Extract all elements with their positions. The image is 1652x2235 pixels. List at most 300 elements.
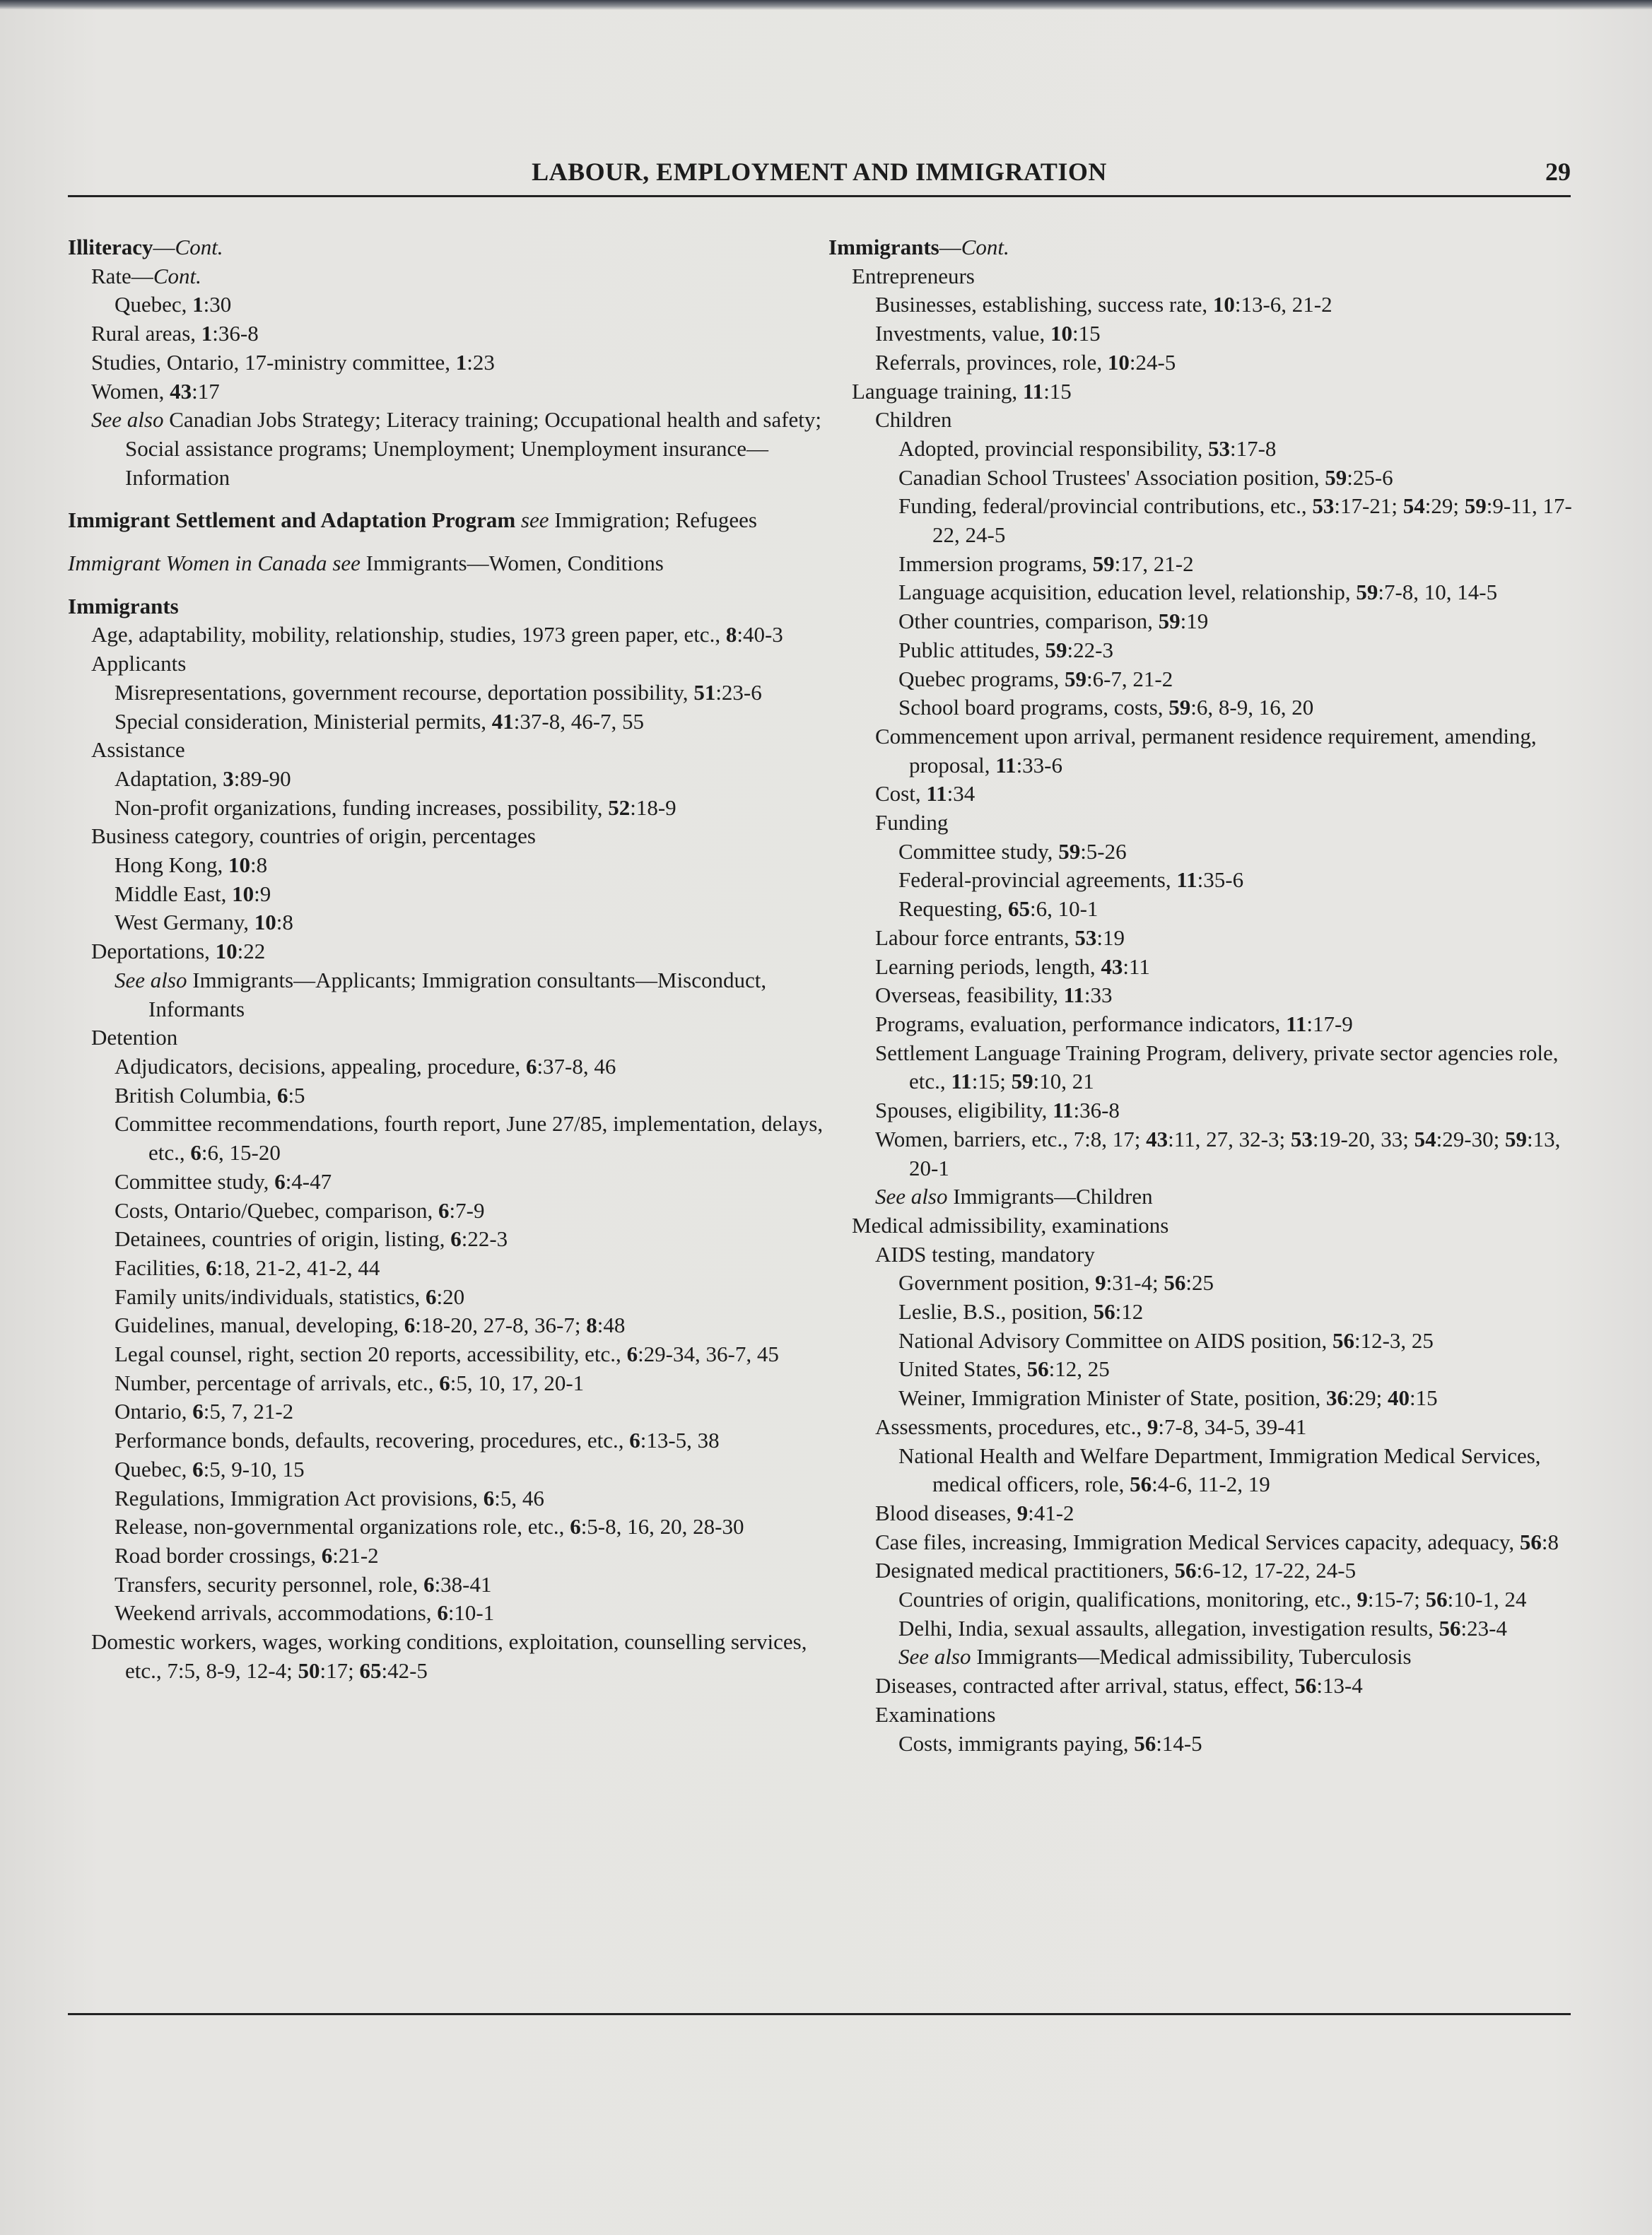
volume-number: 6 (276, 1082, 288, 1108)
entry-text: Women, (91, 378, 170, 404)
volume-number: 6 (274, 1168, 286, 1194)
index-entry (828, 809, 1578, 838)
entry-text: Children (875, 407, 952, 433)
index-entry (68, 1197, 828, 1226)
entry-text: :8 (250, 852, 268, 878)
index-entry (828, 693, 1578, 722)
index-entry (68, 765, 828, 794)
entry-text: :12-3, 25 (1354, 1327, 1434, 1353)
entry-text: Studies, Ontario, 17-ministry committee, (91, 349, 456, 375)
index-entry (68, 1513, 828, 1542)
entry-text: Quebec programs, (898, 666, 1065, 691)
volume-number: 10 (254, 910, 276, 935)
volume-number: 11 (926, 781, 947, 806)
running-title: LABOUR, EMPLOYMENT AND IMMIGRATION (532, 158, 1107, 186)
index-entry (68, 291, 828, 319)
index-entry (828, 319, 1578, 348)
entry-text: Deportations, (91, 939, 216, 964)
index-entry (828, 1298, 1578, 1327)
index-entry (828, 1327, 1578, 1356)
entry-text: :41-2 (1028, 1500, 1074, 1525)
entry-text: Referrals, provinces, role, (875, 349, 1108, 375)
entry-text: :33 (1084, 982, 1113, 1008)
entry-text: Weiner, Immigration Minister of State, position, (898, 1385, 1326, 1411)
entry-text: Labour force entrants, (875, 925, 1075, 950)
volume-number: 6 (192, 1456, 204, 1482)
entry-text: :25-6 (1347, 464, 1393, 490)
volume-number: 11 (1053, 1098, 1074, 1123)
index-entry (828, 1240, 1578, 1269)
entry-text: Adjudicators, decisions, appealing, procedure, (115, 1053, 526, 1079)
entry-text: :12 (1115, 1299, 1144, 1325)
index-entry (68, 1283, 828, 1312)
entry-text: Quebec, (115, 292, 193, 317)
index-entry (68, 262, 828, 291)
entry-text: Regulations, Immigration Act provisions, (115, 1485, 484, 1510)
index-entry (828, 1269, 1578, 1298)
volume-number: 53 (1074, 925, 1097, 950)
index-entry (828, 1355, 1578, 1384)
entry-text: :18-9 (630, 794, 676, 820)
index-entry (828, 348, 1578, 377)
entry-text: Other countries, comparison, (898, 609, 1159, 634)
entry-text: :17-9 (1306, 1011, 1353, 1036)
entry-text: Immigrants—Applicants; Immigration consultants—Misconduct, Informants (148, 967, 767, 1021)
entry-text (515, 508, 521, 532)
entry-text: :5-26 (1080, 838, 1127, 864)
entry-text: Examinations (875, 1701, 996, 1727)
entry-text: Hong Kong, (115, 852, 229, 878)
index-entry (68, 1369, 828, 1398)
entry-text: Case files, increasing, Immigration Medical Services capacity, adequacy, (875, 1529, 1520, 1554)
entry-text: Assistance (91, 737, 185, 763)
entry-text: Committee study, (115, 1168, 275, 1194)
entry-text: :15 (1409, 1385, 1438, 1411)
index-entry (828, 924, 1578, 953)
entry-text: :6, 15-20 (201, 1140, 281, 1166)
entry-text: :10, 21 (1033, 1069, 1094, 1094)
entry-text: Non-profit organizations, funding increases, possibility, (115, 794, 609, 820)
entry-text: Settlement Language Training Program, delivery, private sector agencies role, etc., (875, 1040, 1559, 1094)
entry-text: :11 (1123, 954, 1150, 979)
header-rule (68, 195, 1571, 197)
index-entry (68, 1455, 828, 1484)
entry-text: Transfers, security personnel, role, (115, 1571, 424, 1597)
volume-number: 6 (437, 1600, 448, 1626)
volume-number: Illiteracy (68, 235, 153, 259)
index-entry (68, 1311, 828, 1340)
entry-text: :4-47 (285, 1168, 332, 1194)
index-entry (828, 607, 1578, 636)
index-column-left (68, 233, 828, 1685)
volume-number: 56 (1425, 1587, 1448, 1612)
entry-text: Committee recommendations, fourth report, June 27/85, implementation, delays, etc., (115, 1111, 824, 1166)
entry-text: Special consideration, Ministerial permits, (115, 708, 492, 734)
entry-text: :22-3 (1067, 637, 1113, 662)
volume-number: 1 (455, 349, 467, 375)
index-entry (828, 406, 1578, 435)
index-entry (828, 1614, 1578, 1643)
entry-text: :5, 10, 17, 20-1 (450, 1370, 585, 1395)
volume-number: 6 (190, 1140, 201, 1166)
volume-number: 59 (1058, 838, 1081, 864)
entry-text: Blood diseases, (875, 1500, 1017, 1525)
entry-text: :25 (1185, 1270, 1214, 1296)
entry-text: Investments, value, (875, 321, 1050, 346)
entry-text: Funding (875, 810, 949, 835)
index-entry (828, 1212, 1578, 1240)
volume-number: 59 (1092, 551, 1115, 576)
entry-text: :8 (276, 910, 293, 935)
volume-number: 51 (693, 679, 716, 705)
index-entry (68, 1340, 828, 1369)
entry-text: Costs, Ontario/Quebec, comparison, (115, 1197, 439, 1223)
index-entry (828, 464, 1578, 493)
volume-number: 59 (1168, 695, 1191, 720)
entry-text: Overseas, feasibility, (875, 982, 1064, 1008)
entry-text: Adaptation, (115, 765, 223, 791)
index-entry (828, 1384, 1578, 1413)
entry-text: :15 (1043, 378, 1072, 404)
entry-text: :9 (254, 881, 271, 906)
index-entry (828, 895, 1578, 924)
entry-text: :4-6, 11-2, 19 (1152, 1472, 1270, 1497)
index-entry (828, 435, 1578, 464)
index-entry (68, 794, 828, 823)
entry-text: :7-8, 10, 14-5 (1378, 580, 1498, 605)
entry-text: Adopted, provincial responsibility, (898, 435, 1208, 461)
index-entry (68, 880, 828, 909)
entry-text: Government position, (898, 1270, 1096, 1296)
index-entry (828, 262, 1578, 291)
entry-text: :17 (192, 378, 220, 404)
entry-text: :33-6 (1016, 752, 1062, 778)
volume-number: 11 (995, 752, 1017, 778)
index-entry (68, 1110, 828, 1167)
entry-text: Rate— (91, 263, 153, 288)
volume-number: 59 (1356, 580, 1378, 605)
index-entry (828, 1442, 1578, 1499)
volume-number: 59 (1504, 1126, 1527, 1151)
volume-number: 56 (1519, 1529, 1542, 1554)
volume-number: 11 (1063, 982, 1084, 1008)
index-entry (828, 1556, 1578, 1585)
volume-number: 8 (586, 1313, 597, 1338)
page-header (68, 157, 1571, 194)
entry-text: Costs, immigrants paying, (898, 1730, 1135, 1756)
entry-text: Domestic workers, wages, working conditions, exploitation, counselling services, etc., 7:5, 8-9, 12-4; (91, 1629, 807, 1683)
volume-number: 11 (1022, 378, 1044, 404)
entry-text: :5 (288, 1082, 305, 1108)
index-entry (68, 822, 828, 851)
volume-number: 1 (201, 321, 213, 346)
entry-text: :14-5 (1156, 1730, 1202, 1756)
index-entry (68, 319, 828, 348)
volume-number: 36 (1325, 1385, 1348, 1411)
entry-text: :19 (1180, 609, 1209, 634)
entry-text: :6-12, 17-22, 24-5 (1196, 1558, 1357, 1583)
volume-number: 54 (1414, 1126, 1436, 1151)
entry-text: Rural areas, (91, 321, 201, 346)
entry-text: Countries of origin, qualifications, monitoring, etc., (898, 1587, 1357, 1612)
index-entry (68, 1397, 828, 1426)
index-entry (68, 1542, 828, 1571)
volume-number: 10 (215, 939, 238, 964)
index-entry (68, 1571, 828, 1600)
volume-number: 6 (626, 1342, 638, 1367)
index-entry (68, 1081, 828, 1110)
index-heading (68, 233, 828, 262)
entry-text: Release, non-governmental organizations role, etc., (115, 1514, 570, 1539)
entry-text: :13-4 (1316, 1673, 1363, 1699)
entry-text: :89-90 (233, 765, 291, 791)
volume-number: 53 (1290, 1126, 1313, 1151)
volume-number: 65 (1008, 896, 1030, 922)
index-entry (828, 722, 1578, 780)
entry-text: Assessments, procedures, etc., (875, 1414, 1147, 1439)
index-entry (828, 636, 1578, 665)
volume-number: 43 (1101, 954, 1123, 979)
volume-number: Immigrant Settlement and Adaptation Program (68, 508, 516, 533)
entry-text: Middle East, (115, 881, 233, 906)
volume-number: 59 (1464, 493, 1487, 519)
volume-number: 65 (359, 1658, 382, 1683)
italic-text: See also (91, 407, 164, 433)
page-number: 29 (1545, 158, 1571, 186)
entry-text: Road border crossings, (115, 1542, 322, 1568)
entry-text: Guidelines, manual, developing, (115, 1313, 404, 1338)
volume-number: 53 (1207, 435, 1230, 461)
volume-number: 9 (1357, 1587, 1368, 1612)
volume-number: 56 (1164, 1270, 1186, 1296)
entry-text: Canadian Jobs Strategy; Literacy training; Occupational health and safety; Social assistance programs; Unemployment; Unemployment insurance—Information (125, 407, 822, 490)
volume-number: 59 (1045, 637, 1067, 662)
volume-number: 6 (321, 1542, 333, 1568)
entry-text: Legal counsel, right, section 20 reports, accessibility, etc., (115, 1342, 627, 1367)
index-entry (828, 1039, 1578, 1096)
entry-text: :30 (203, 292, 232, 317)
index-entry (68, 1052, 828, 1081)
volume-number: 56 (1093, 1299, 1115, 1325)
volume-number: 56 (1174, 1558, 1197, 1583)
entry-text: Learning periods, length, (875, 954, 1101, 979)
volume-number: 43 (1146, 1126, 1168, 1151)
volume-number: 6 (404, 1313, 416, 1338)
index-entry (828, 1730, 1578, 1759)
index-entry (828, 780, 1578, 809)
entry-text: — (153, 235, 175, 259)
entry-text: :48 (597, 1313, 626, 1338)
index-heading (68, 592, 828, 621)
entry-text: West Germany, (115, 910, 254, 935)
entry-text: :31-4; (1106, 1270, 1164, 1296)
entry-text: :29; (1424, 493, 1465, 519)
volume-number: 40 (1387, 1385, 1410, 1411)
entry-text: Weekend arrivals, accommodations, (115, 1600, 438, 1626)
volume-number: 52 (608, 794, 631, 820)
entry-text: :6, 8-9, 16, 20 (1190, 695, 1314, 720)
entry-text: :40-3 (737, 622, 783, 647)
entry-text: Canadian School Trustees' Association position, (898, 464, 1325, 490)
entry-text: Immigration; Refugees (549, 508, 757, 533)
index-entry (828, 550, 1578, 579)
volume-number: 50 (298, 1658, 320, 1683)
index-entry (68, 708, 828, 737)
italic-text: See also (115, 967, 187, 992)
index-heading (68, 506, 828, 535)
entry-text: Number, percentage of arrivals, etc., (115, 1370, 440, 1395)
index-entry (68, 621, 828, 650)
entry-text: AIDS testing, mandatory (875, 1241, 1095, 1267)
entry-text: :29-30; (1436, 1126, 1505, 1151)
entry-text: :22-3 (461, 1226, 508, 1252)
index-entry (828, 1643, 1578, 1672)
entry-text: Public attitudes, (898, 637, 1045, 662)
volume-number: 8 (725, 622, 737, 647)
volume-number: 41 (491, 708, 514, 734)
entry-text: :19 (1096, 925, 1125, 950)
entry-text: Immigrants—Medical admissibility, Tuberculosis (971, 1644, 1412, 1670)
volume-number: 56 (1130, 1472, 1152, 1497)
entry-text: :20 (436, 1284, 465, 1309)
entry-text: :15 (1072, 321, 1101, 346)
volume-number: 43 (170, 378, 192, 404)
entry-text: :17-8 (1229, 435, 1277, 461)
entry-text: :15; (971, 1069, 1012, 1094)
entry-text: Programs, evaluation, performance indicators, (875, 1011, 1287, 1036)
volume-number: 10 (228, 852, 251, 878)
volume-number: 6 (426, 1284, 437, 1309)
entry-text: :42-5 (381, 1658, 428, 1683)
entry-text: :5-8, 16, 20, 28-30 (580, 1514, 744, 1539)
index-entry (828, 1183, 1578, 1212)
entry-text: Language training, (852, 378, 1023, 404)
index-entry (828, 1499, 1578, 1528)
index-entry (828, 578, 1578, 607)
volume-number: 56 (1134, 1730, 1156, 1756)
index-entry (828, 665, 1578, 694)
entry-text: Detainees, countries of origin, listing, (115, 1226, 451, 1252)
volume-number: 10 (1050, 321, 1072, 346)
volume-number: 11 (951, 1069, 972, 1094)
index-entry (828, 1125, 1578, 1183)
index-entry (828, 981, 1578, 1010)
entry-text: :17, 21-2 (1114, 551, 1194, 576)
entry-text: :36-8 (1073, 1098, 1120, 1123)
index-entry (68, 1628, 828, 1685)
entry-text: British Columbia, (115, 1082, 277, 1108)
volume-number: 59 (1325, 464, 1347, 490)
entry-text: Age, adaptability, mobility, relationship, studies, 1973 green paper, etc., (91, 622, 726, 647)
italic-text: Cont. (153, 263, 201, 288)
volume-number: 56 (1332, 1327, 1354, 1353)
index-entry (68, 966, 828, 1023)
volume-number: 6 (423, 1571, 435, 1597)
entry-text: Immigrants—Women, Conditions (360, 551, 664, 576)
entry-text: :23 (467, 349, 495, 375)
entry-text: :17-21; (1334, 493, 1403, 519)
index-entry (68, 1023, 828, 1052)
index-heading (68, 549, 828, 578)
index-entry (68, 937, 828, 966)
entry-text: Detention (91, 1025, 178, 1050)
volume-number: Immigrants (68, 593, 179, 618)
index-entry (828, 866, 1578, 895)
entry-text: Requesting, (898, 896, 1008, 922)
entry-text: Family units/individuals, statistics, (115, 1284, 426, 1309)
entry-text: United States, (898, 1356, 1027, 1382)
scan-top-edge (0, 0, 1652, 10)
volume-number: 54 (1402, 493, 1425, 519)
volume-number: 9 (1147, 1414, 1159, 1439)
italic-text: see (332, 551, 361, 576)
volume-number: 6 (192, 1399, 204, 1424)
index-column-right (828, 233, 1578, 1758)
entry-text: :5, 46 (494, 1485, 544, 1510)
index-entry (68, 1254, 828, 1283)
index-entry (828, 1528, 1578, 1557)
volume-number: 3 (223, 765, 234, 791)
entry-text: :7-9 (449, 1197, 485, 1223)
entry-text: :6, 10-1 (1030, 896, 1099, 922)
index-entry (828, 377, 1578, 406)
index-entry (68, 1225, 828, 1254)
volume-number: 6 (483, 1485, 495, 1510)
entry-text: Federal-provincial agreements, (898, 867, 1177, 893)
volume-number: 56 (1439, 1615, 1461, 1641)
volume-number: 56 (1294, 1673, 1317, 1699)
entry-text: Committee study, (898, 838, 1059, 864)
entry-text: :22 (237, 939, 266, 964)
entry-text: National Advisory Committee on AIDS position, (898, 1327, 1332, 1353)
volume-number: 11 (1286, 1011, 1307, 1036)
index-entry (68, 851, 828, 880)
entry-text: Businesses, establishing, success rate, (875, 292, 1213, 317)
entry-text: — (939, 235, 961, 259)
entry-text: Leslie, B.S., position, (898, 1299, 1094, 1325)
volume-number: 10 (1212, 292, 1235, 317)
index-entry (828, 1672, 1578, 1701)
italic-text: Cont. (175, 235, 223, 259)
index-entry (68, 348, 828, 377)
volume-number: 56 (1026, 1356, 1049, 1382)
entry-text: :10-1, 24 (1447, 1587, 1527, 1612)
index-entry (828, 1585, 1578, 1614)
entry-text: :19-20, 33; (1312, 1126, 1414, 1151)
entry-text: :13-6, 21-2 (1234, 292, 1332, 317)
volume-number: 6 (439, 1370, 450, 1395)
volume-number: 6 (450, 1226, 462, 1252)
volume-number: 59 (1158, 609, 1181, 634)
entry-text: Funding, federal/provincial contributions, etc., (898, 493, 1313, 519)
volume-number: 10 (1107, 349, 1130, 375)
index-entry (828, 1010, 1578, 1039)
index-entry (828, 291, 1578, 319)
italic-text: Cont. (961, 235, 1009, 259)
volume-number: 6 (570, 1514, 581, 1539)
entry-text: :23-6 (715, 679, 762, 705)
entry-text: :23-4 (1460, 1615, 1507, 1641)
entry-text: :21-2 (332, 1542, 379, 1568)
volume-number: 6 (438, 1197, 450, 1223)
entry-text: :6-7, 21-2 (1086, 666, 1173, 691)
entry-text: Medical admissibility, examinations (852, 1212, 1169, 1238)
index-entry (68, 679, 828, 708)
italic-text: See also (875, 1184, 948, 1209)
index-entry (68, 1484, 828, 1513)
entry-text: :9-11, 17-22, 24-5 (932, 493, 1572, 548)
entry-text: National Health and Welfare Department, Immigration Medical Services, medical officers, role, (898, 1443, 1541, 1497)
